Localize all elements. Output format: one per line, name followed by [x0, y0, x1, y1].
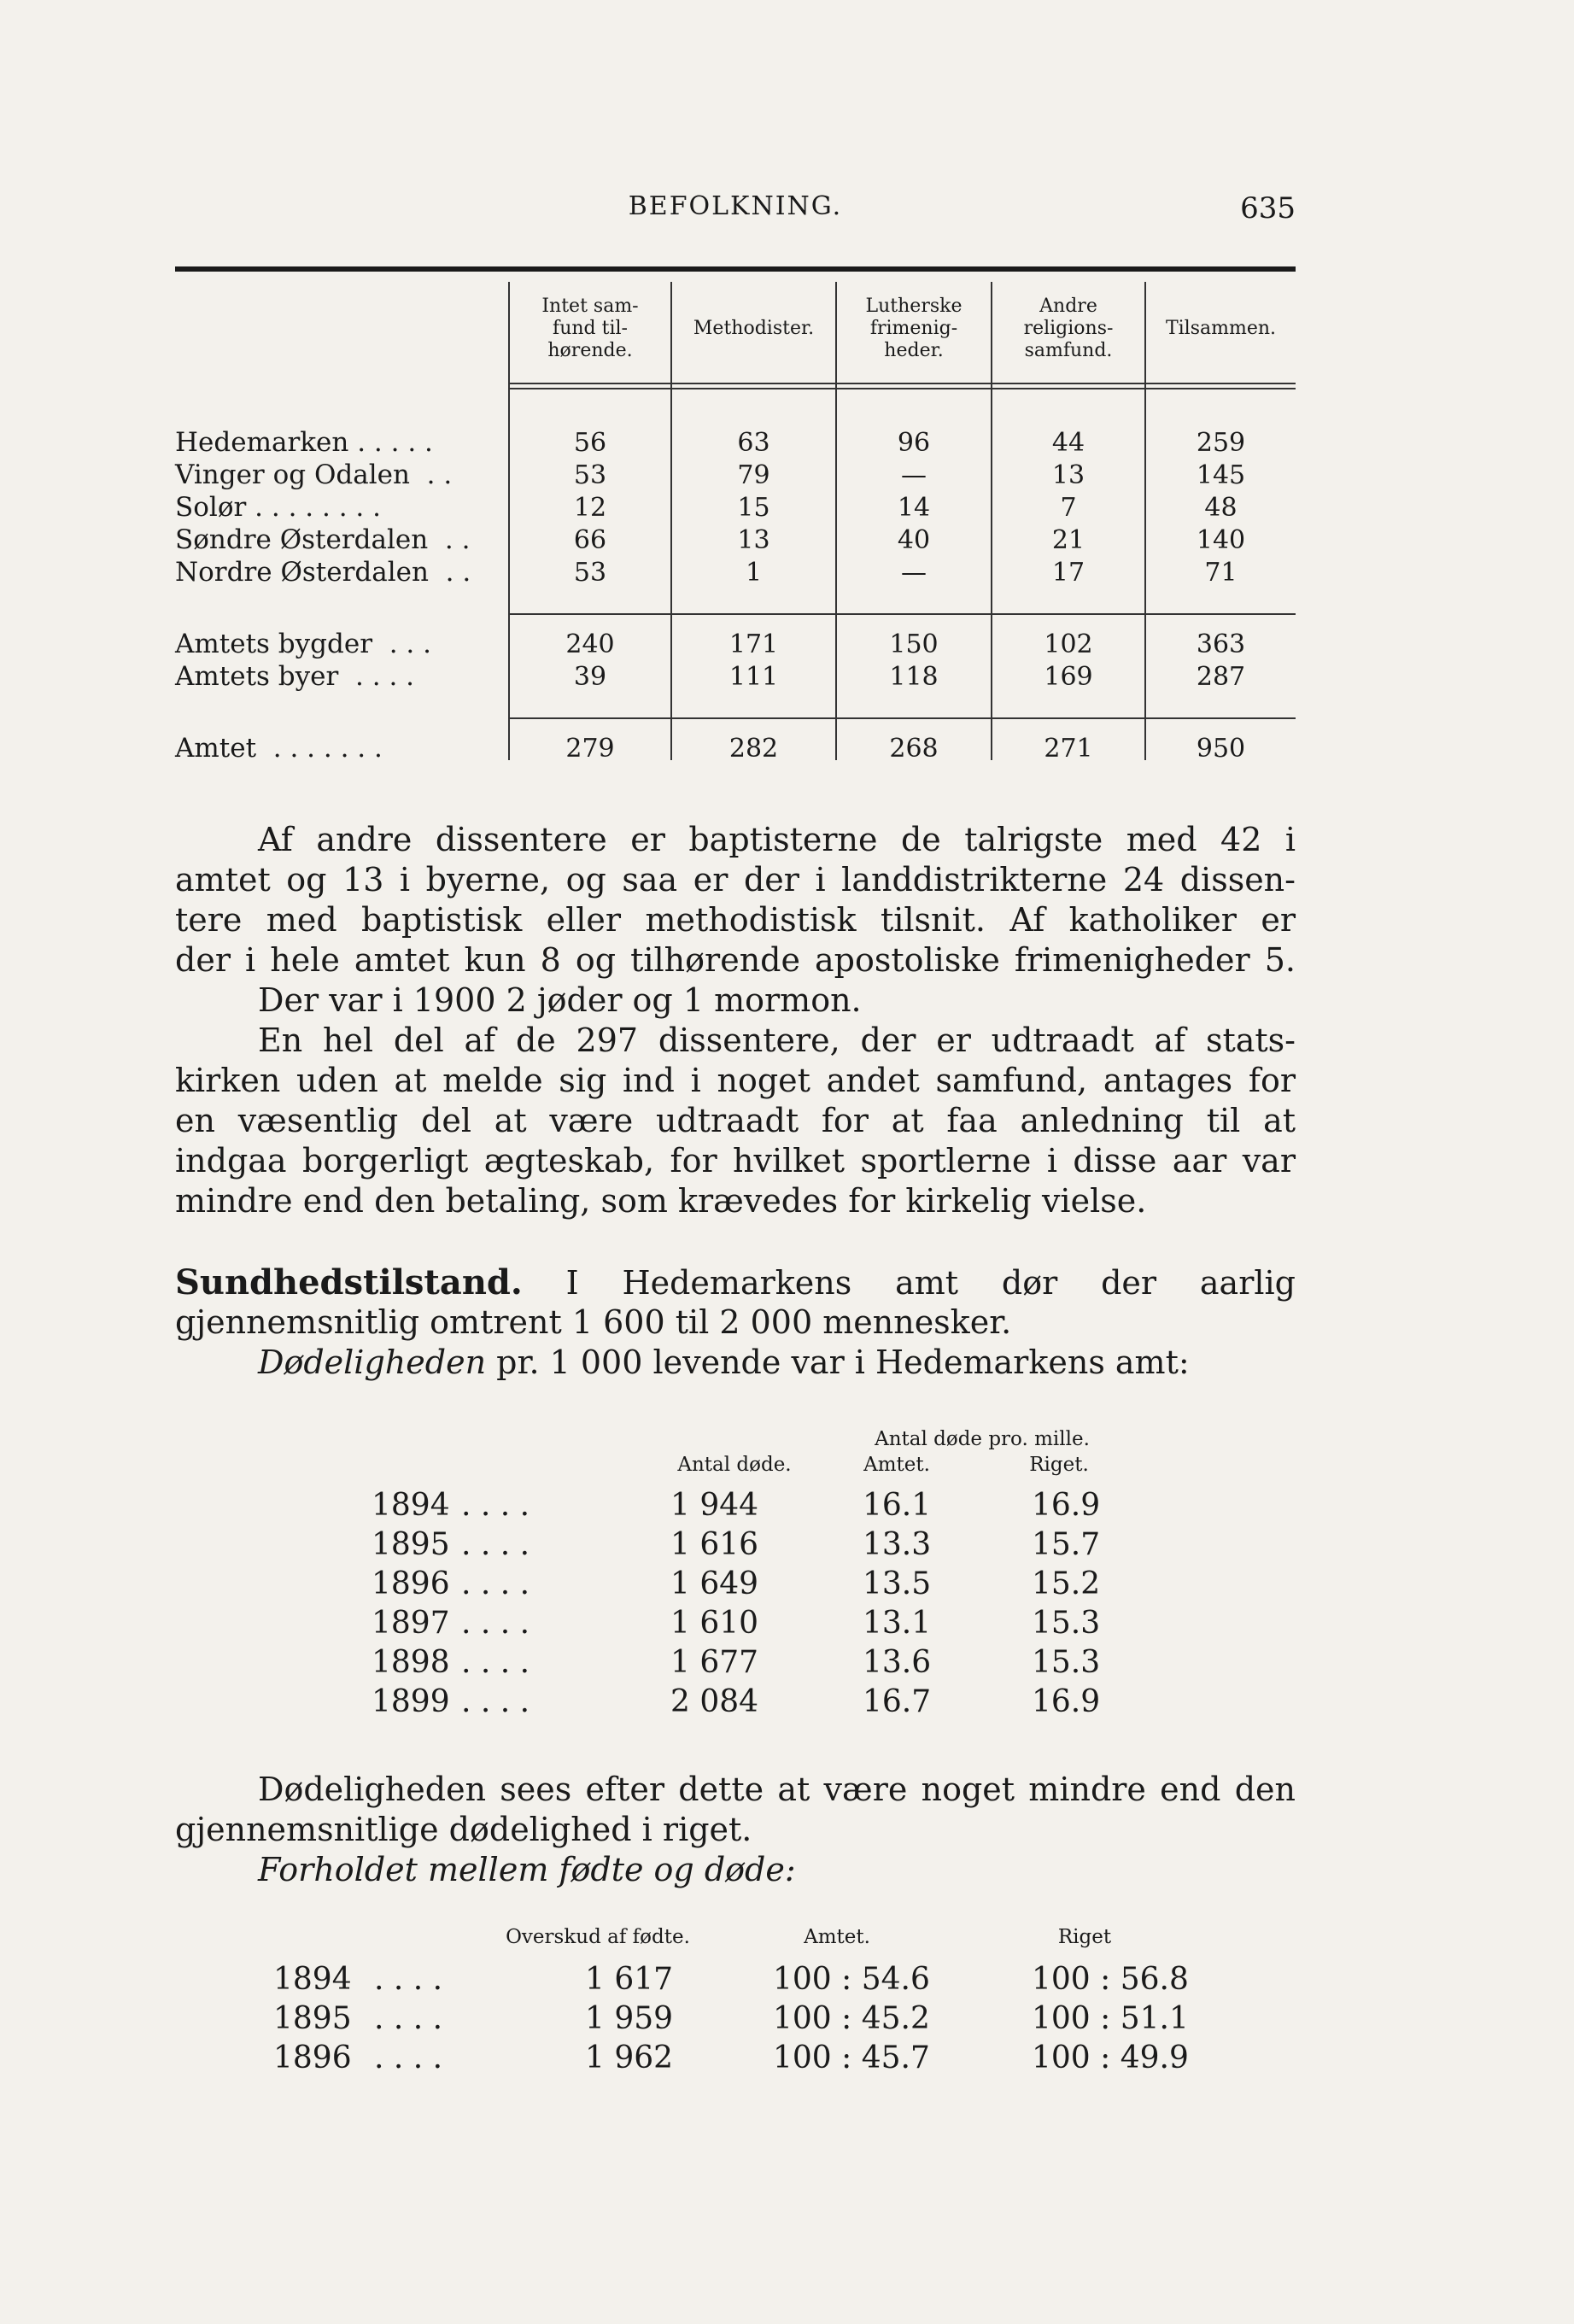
leader-dots: . . . .	[461, 1606, 530, 1641]
table-cell: 39	[573, 662, 607, 692]
table-cell: 1	[745, 558, 763, 588]
year-cell: 1894	[372, 1488, 450, 1523]
table-rule	[508, 383, 1296, 389]
table-cell: 15.2	[1032, 1566, 1101, 1601]
table-cell: 950	[1196, 734, 1246, 764]
table-cell: 1 616	[670, 1527, 759, 1562]
year-cell: 1897	[372, 1606, 450, 1641]
table-cell: 268	[889, 734, 939, 764]
table-cell: 171	[728, 629, 779, 659]
text-line: Dødeligheden sees efter dette at være noget mindre end den	[258, 1771, 1296, 1808]
leader-dots: . . . .	[374, 2001, 443, 2036]
column-header: Amtet.	[804, 1926, 870, 1948]
text-line: tere med baptistisk eller methodistisk tilsnit. Af katholiker er	[175, 901, 1296, 939]
table-cell: 1 617	[585, 1962, 674, 1997]
row-label: Amtets byer . . . .	[175, 661, 415, 692]
table-cell: 111	[728, 662, 779, 692]
year-cell: 1896	[372, 1566, 450, 1601]
table-rule	[508, 613, 1296, 615]
row-label: Vinger og Odalen . .	[175, 460, 453, 490]
text-line: en væsentlig del at være udtraadt for at faa anledning til at	[175, 1102, 1296, 1139]
table-cell: 63	[737, 428, 770, 458]
row-label: Hedemarken . . . . .	[175, 427, 433, 458]
year-cell: 1899	[372, 1684, 450, 1719]
row-label: Solør . . . . . . . .	[175, 492, 381, 523]
text-line: der i hele amtet kun 8 og tilhørende apostoliske frimenigheder 5.	[175, 941, 1296, 979]
column-header: Riget	[1057, 1926, 1112, 1948]
row-label: Amtets bygder . . .	[175, 629, 431, 659]
table-cell: 44	[1051, 428, 1085, 458]
table-cell: 16.7	[863, 1684, 932, 1719]
table-cell: 17	[1051, 558, 1085, 588]
column-header: Amtet.	[863, 1454, 930, 1476]
column-header-text: Tilsammen.	[1165, 318, 1277, 339]
column-header	[672, 318, 835, 340]
table-cell: 1 962	[585, 2040, 674, 2075]
table-cell: 16.9	[1032, 1684, 1101, 1719]
column-header	[1146, 318, 1296, 340]
row-label: Søndre Østerdalen . .	[175, 524, 471, 555]
column-header-text: Andre religions- samfund.	[1023, 296, 1114, 361]
table-cell: 7	[1060, 493, 1077, 523]
table-cell: 282	[728, 734, 779, 764]
paragraph	[175, 1770, 1296, 1890]
table-cell: 15	[737, 493, 770, 523]
text-line: En hel del af de 297 dissentere, der er udtraadt af stats-	[258, 1022, 1296, 1059]
leader-dots: . . . .	[461, 1566, 530, 1601]
text-line	[175, 1262, 1296, 1302]
table-cell: 279	[565, 734, 615, 764]
table-cell: 12	[573, 493, 607, 523]
table-cell: 271	[1044, 734, 1093, 764]
table-cell: 169	[1044, 662, 1093, 692]
text-line: Der var i 1900 2 jøder og 1 mormon.	[258, 981, 862, 1019]
table-cell: 16.9	[1032, 1488, 1101, 1523]
text-line: indgaa borgerligt ægteskab, for hvilket sportlerne i disse aar var	[175, 1142, 1296, 1180]
table-cell: 16.1	[863, 1488, 932, 1523]
column-header: Antal døde.	[677, 1454, 792, 1476]
year-cell: 1895	[273, 2001, 352, 2036]
text-line: amtet og 13 i byerne, og saa er der i landdistrikterne 24 dissen-	[175, 861, 1296, 899]
table-cell: 53	[573, 460, 607, 490]
table-cell: 100 : 49.9	[1032, 2040, 1189, 2075]
italic-term: Dødeligheden	[258, 1343, 487, 1381]
table-cell: 240	[565, 629, 615, 659]
row-label: Nordre Østerdalen . .	[175, 557, 471, 588]
table-cell: 150	[889, 629, 939, 659]
table-cell: —	[901, 460, 927, 490]
table-cell: 1 610	[670, 1606, 759, 1641]
year-cell: 1894	[273, 1962, 352, 1997]
table-cell: 14	[897, 493, 931, 523]
column-header-text: Lutherske frimenig- heder.	[865, 296, 963, 361]
table-cell: 13.1	[863, 1606, 932, 1641]
year-cell: 1895	[372, 1527, 450, 1562]
table-cell: 56	[573, 428, 607, 458]
dissenters-table	[175, 272, 1296, 763]
text-line	[175, 1343, 1296, 1383]
column-header	[837, 296, 991, 362]
table-cell: 21	[1051, 525, 1085, 555]
table-cell: —	[901, 558, 927, 588]
table-rule	[508, 717, 1296, 719]
column-header: Overskud af fødte.	[506, 1926, 690, 1948]
table-cell: 40	[897, 525, 931, 555]
table-cell: 100 : 45.2	[773, 2001, 930, 2036]
table-cell: 79	[737, 460, 770, 490]
column-header	[510, 296, 670, 362]
leader-dots: . . . .	[374, 1962, 443, 1997]
table-cell: 100 : 45.7	[773, 2040, 930, 2075]
table-cell: 13.3	[863, 1527, 932, 1562]
leader-dots: . . . .	[461, 1527, 530, 1562]
births-deaths-table	[273, 1926, 1230, 2097]
text-line: Af andre dissentere er baptisterne de talrigste med 42 i	[258, 821, 1296, 858]
table-cell: 13.5	[863, 1566, 932, 1601]
text-fragment: I Hedemarkens amt dør der aarlig	[565, 1264, 1296, 1302]
section-paragraph	[175, 1262, 1296, 1383]
paragraph	[175, 820, 1296, 1021]
section-heading: Sundhedstilstand.	[175, 1262, 523, 1302]
column-header: Riget.	[1029, 1454, 1089, 1476]
subheading: Forholdet mellem fødte og døde:	[258, 1851, 796, 1888]
leader-dots: . . . .	[461, 1488, 530, 1523]
year-cell: 1898	[372, 1645, 450, 1680]
table-cell: 15.7	[1032, 1527, 1101, 1562]
table-cell: 13	[737, 525, 770, 555]
table-cell: 100 : 54.6	[773, 1962, 930, 1997]
paragraph	[175, 1021, 1296, 1221]
column-header	[992, 296, 1144, 362]
mortality-table	[342, 1428, 1161, 1736]
page-title: BEFOLKNING.	[628, 191, 843, 221]
table-cell: 259	[1196, 428, 1246, 458]
table-cell: 66	[573, 525, 607, 555]
table-cell: 287	[1196, 662, 1246, 692]
leader-dots: . . . .	[461, 1684, 530, 1719]
table-cell: 1 959	[585, 2001, 674, 2036]
text-line: gjennemsnitlig omtrent 1 600 til 2 000 mennesker.	[175, 1303, 1012, 1341]
text-fragment: pr. 1 000 levende var i Hedemarkens amt:	[496, 1343, 1190, 1381]
row-label: Amtet . . . . . . .	[175, 733, 383, 764]
column-header-text: Methodister.	[693, 318, 815, 339]
year-cell: 1896	[273, 2040, 352, 2075]
table-cell: 100 : 51.1	[1032, 2001, 1189, 2036]
leader-dots: . . . .	[461, 1645, 530, 1680]
table-cell: 53	[573, 558, 607, 588]
text-line: mindre end den betaling, som krævedes for kirkelig vielse.	[175, 1182, 1147, 1220]
table-cell: 48	[1204, 493, 1238, 523]
running-header	[175, 191, 1296, 225]
leader-dots: . . . .	[374, 2040, 443, 2075]
table-cell: 1 677	[670, 1645, 759, 1680]
table-cell: 1 944	[670, 1488, 759, 1523]
table-cell: 140	[1196, 525, 1246, 555]
table-cell: 15.3	[1032, 1645, 1101, 1680]
table-cell: 15.3	[1032, 1606, 1101, 1641]
table-cell: 118	[889, 662, 939, 692]
column-header-text: Intet sam- fund til- hørende.	[541, 296, 639, 361]
page-number: 635	[1240, 191, 1296, 225]
table-cell: 96	[897, 428, 931, 458]
text-line: kirken uden at melde sig ind i noget andet samfund, antages for	[175, 1062, 1296, 1099]
table-cell: 71	[1204, 558, 1238, 588]
table-cell: 145	[1196, 460, 1246, 490]
table-cell: 13	[1051, 460, 1085, 490]
table-cell: 102	[1044, 629, 1093, 659]
table-cell: 13.6	[863, 1645, 932, 1680]
text-line: gjennemsnitlige dødelighed i riget.	[175, 1811, 752, 1848]
table-cell: 2 084	[670, 1684, 759, 1719]
table-cell: 363	[1196, 629, 1246, 659]
table-cell: 100 : 56.8	[1032, 1962, 1189, 1997]
column-group-header: Antal døde pro. mille.	[875, 1428, 1090, 1450]
table-cell: 1 649	[670, 1566, 759, 1601]
